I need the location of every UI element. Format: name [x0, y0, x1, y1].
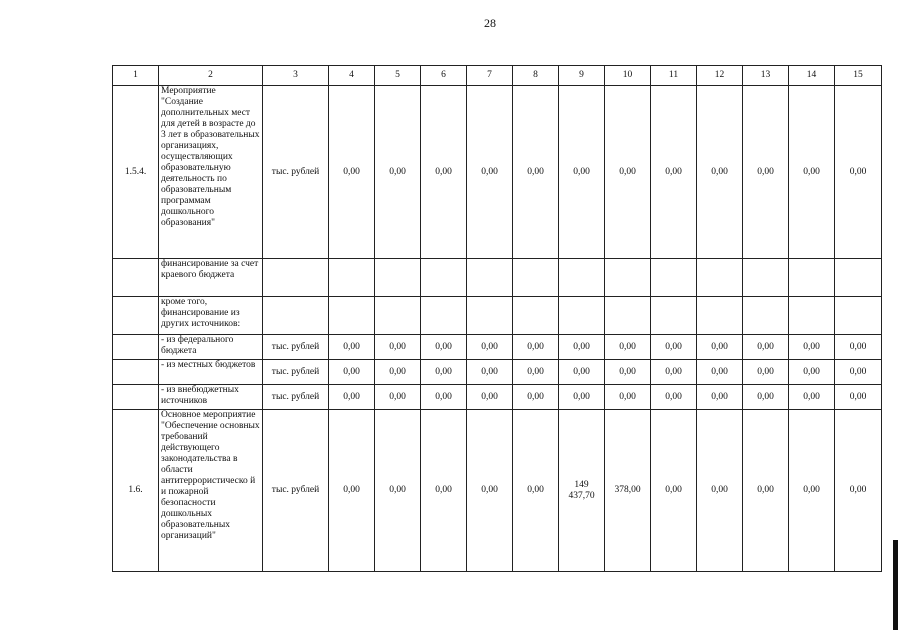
value-cell: 0,00 [513, 410, 559, 572]
value-cell [559, 297, 605, 335]
column-header-5: 5 [375, 66, 421, 86]
value-cell: 0,00 [697, 335, 743, 360]
value-cell: 0,00 [329, 385, 375, 410]
value-cell: 0,00 [697, 410, 743, 572]
row-code [113, 335, 159, 360]
value-cell: 0,00 [421, 410, 467, 572]
value-cell [467, 259, 513, 297]
column-header-2: 2 [159, 66, 263, 86]
column-header-9: 9 [559, 66, 605, 86]
value-cell: 0,00 [651, 335, 697, 360]
value-cell: 0,00 [605, 335, 651, 360]
value-cell: 0,00 [513, 360, 559, 385]
table-row [113, 360, 882, 385]
value-cell: 0,00 [559, 86, 605, 259]
value-cell: 0,00 [421, 335, 467, 360]
value-cell [789, 259, 835, 297]
value-cell [421, 297, 467, 335]
column-header-4: 4 [329, 66, 375, 86]
value-cell: 0,00 [743, 385, 789, 410]
value-cell: 0,00 [697, 360, 743, 385]
row-unit: тыс. рублей [263, 335, 329, 360]
value-cell: 0,00 [421, 385, 467, 410]
value-cell [743, 259, 789, 297]
value-cell [559, 259, 605, 297]
row-code [113, 385, 159, 410]
value-cell: 0,00 [651, 385, 697, 410]
row-unit: тыс. рублей [263, 360, 329, 385]
value-cell: 0,00 [835, 410, 882, 572]
row-unit [263, 259, 329, 297]
value-cell: 0,00 [789, 335, 835, 360]
value-cell: 0,00 [375, 335, 421, 360]
value-cell: 0,00 [329, 360, 375, 385]
value-cell: 0,00 [513, 86, 559, 259]
value-cell: 0,00 [743, 335, 789, 360]
value-cell: 0,00 [559, 360, 605, 385]
value-cell: 0,00 [467, 335, 513, 360]
table-row [113, 297, 882, 335]
row-description: кроме того, финансирование из других источников: [159, 297, 263, 335]
row-code: 1.5.4. [113, 86, 159, 259]
column-header-7: 7 [467, 66, 513, 86]
value-cell: 0,00 [743, 360, 789, 385]
row-code [113, 297, 159, 335]
table-row [113, 259, 882, 297]
table-body [113, 66, 882, 572]
value-cell: 0,00 [789, 86, 835, 259]
table-row [113, 410, 882, 572]
value-cell [835, 259, 882, 297]
value-cell: 0,00 [559, 335, 605, 360]
value-cell: 0,00 [375, 86, 421, 259]
value-cell: 0,00 [467, 410, 513, 572]
column-header-13: 13 [743, 66, 789, 86]
value-cell [789, 297, 835, 335]
value-cell [513, 259, 559, 297]
value-cell: 0,00 [605, 385, 651, 410]
value-cell: 0,00 [789, 385, 835, 410]
column-header-12: 12 [697, 66, 743, 86]
row-code: 1.6. [113, 410, 159, 572]
value-cell: 0,00 [697, 385, 743, 410]
value-cell: 0,00 [329, 410, 375, 572]
value-cell [605, 297, 651, 335]
row-description: - из местных бюджетов [159, 360, 263, 385]
table-row [113, 335, 882, 360]
column-header-10: 10 [605, 66, 651, 86]
row-description: Мероприятие "Создание дополнительных мест для детей в возрасте до 3 лет в образовательных организациях, осуществляющих образовательную деятельность по образовательным программам дошкольного образования" [159, 86, 263, 259]
value-cell [651, 259, 697, 297]
column-header-1: 1 [113, 66, 159, 86]
value-cell: 0,00 [651, 360, 697, 385]
value-cell [697, 259, 743, 297]
value-cell [375, 259, 421, 297]
value-cell [375, 297, 421, 335]
page-number: 28 [484, 16, 496, 30]
row-description: - из федерального бюджета [159, 335, 263, 360]
value-cell: 0,00 [743, 86, 789, 259]
row-description: финансирование за счет краевого бюджета [159, 259, 263, 297]
value-cell [605, 259, 651, 297]
value-cell: 0,00 [835, 385, 882, 410]
value-cell [651, 297, 697, 335]
value-cell: 0,00 [375, 410, 421, 572]
column-header-11: 11 [651, 66, 697, 86]
row-description: Основное мероприятие "Обеспечение основных требований действующего законодательства в области антитеррористическо й и пожарной безопасности дошкольных образовательных организаций" [159, 410, 263, 572]
row-code [113, 360, 159, 385]
value-cell: 0,00 [743, 410, 789, 572]
value-cell [513, 297, 559, 335]
value-cell: 0,00 [329, 335, 375, 360]
table-row [113, 86, 882, 259]
value-cell: 0,00 [329, 86, 375, 259]
value-cell [421, 259, 467, 297]
row-unit: тыс. рублей [263, 86, 329, 259]
value-cell: 0,00 [651, 86, 697, 259]
column-header-15: 15 [835, 66, 882, 86]
value-cell: 0,00 [835, 86, 882, 259]
table-header-row [113, 66, 882, 86]
table-row [113, 385, 882, 410]
value-cell: 0,00 [421, 360, 467, 385]
value-cell [467, 297, 513, 335]
column-header-6: 6 [421, 66, 467, 86]
value-cell: 0,00 [513, 385, 559, 410]
value-cell [697, 297, 743, 335]
value-cell: 0,00 [605, 360, 651, 385]
value-cell: 0,00 [375, 360, 421, 385]
value-cell: 0,00 [467, 86, 513, 259]
column-header-8: 8 [513, 66, 559, 86]
value-cell: 0,00 [835, 360, 882, 385]
value-cell: 0,00 [605, 86, 651, 259]
value-cell: 0,00 [467, 385, 513, 410]
value-cell: 0,00 [789, 410, 835, 572]
column-header-3: 3 [263, 66, 329, 86]
value-cell: 0,00 [375, 385, 421, 410]
scan-edge-mark [893, 540, 898, 630]
value-cell [743, 297, 789, 335]
row-unit [263, 297, 329, 335]
column-header-14: 14 [789, 66, 835, 86]
value-cell: 0,00 [513, 335, 559, 360]
row-description: - из внебюджетных источников [159, 385, 263, 410]
value-cell [835, 297, 882, 335]
value-cell: 0,00 [835, 335, 882, 360]
row-unit: тыс. рублей [263, 385, 329, 410]
row-unit: тыс. рублей [263, 410, 329, 572]
value-cell: 0,00 [651, 410, 697, 572]
value-cell: 149 437,70 [559, 410, 605, 572]
budget-table [112, 65, 882, 572]
value-cell: 0,00 [789, 360, 835, 385]
value-cell: 0,00 [559, 385, 605, 410]
row-code [113, 259, 159, 297]
value-cell [329, 259, 375, 297]
value-cell [329, 297, 375, 335]
value-cell: 0,00 [697, 86, 743, 259]
value-cell: 378,00 [605, 410, 651, 572]
value-cell: 0,00 [421, 86, 467, 259]
value-cell: 0,00 [467, 360, 513, 385]
